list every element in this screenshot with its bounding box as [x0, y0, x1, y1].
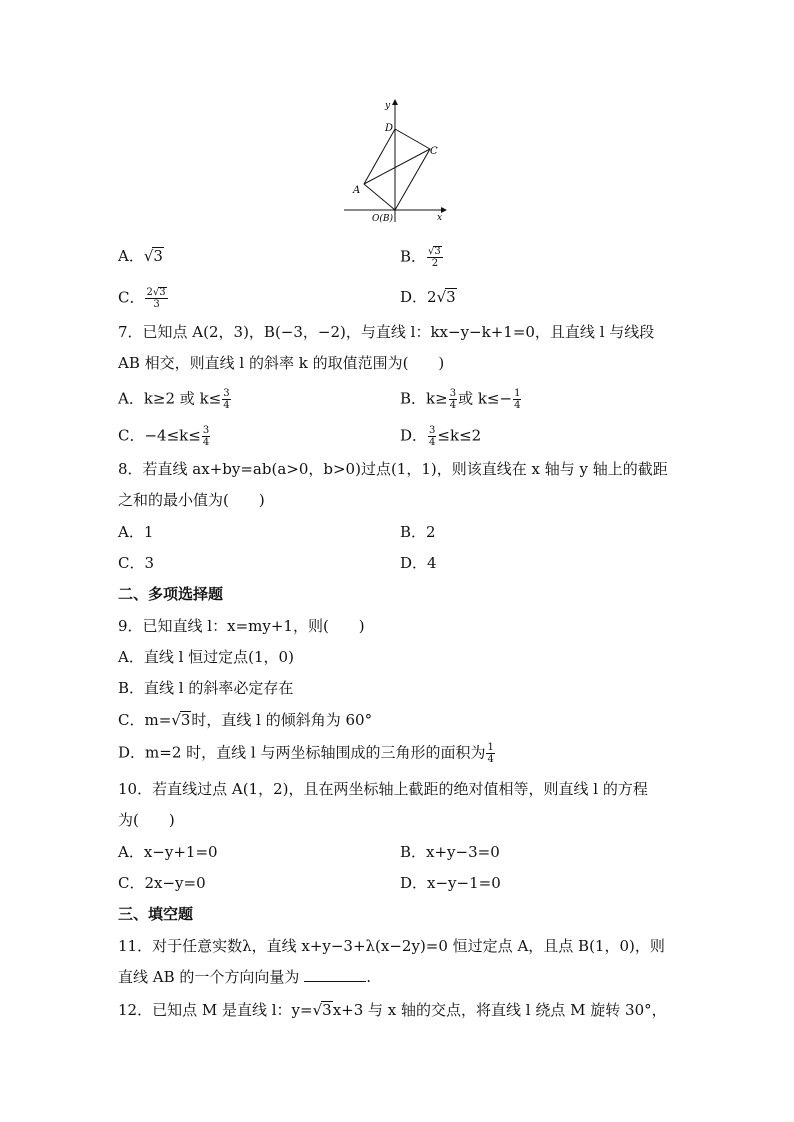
- geometry-figure: [340, 96, 450, 226]
- label-c: C: [430, 146, 438, 157]
- q8-option-c: C．3: [118, 554, 155, 572]
- q9-stem: 9．已知直线 l：x=my+1，则( ): [118, 617, 365, 635]
- q8-stem-line2: 之和的最小值为( ): [118, 491, 265, 509]
- q7-stem-line2: AB 相交，则直线 l 的斜率 k 的取值范围为( ): [118, 354, 445, 372]
- q7-option-a: A．k≥2 或 k≤ $\frac{3}{4}$: [118, 388, 230, 411]
- q8-stem-line1: 8．若直线 ax+by=ab(a>0，b>0)过点(1，1)，则该直线在 x 轴与 y 轴上的截距: [118, 460, 668, 478]
- section-heading-fill-blank: 三、填空题: [118, 905, 194, 923]
- q7-stem-line1: 7．已知点 A(2，3)，B(−3，−2)，与直线 l：kx−y−k+1=0，且直线 l 与线段: [118, 323, 655, 341]
- q6-option-a: A．√3: [118, 247, 163, 265]
- q6-option-d: D．2√3: [400, 288, 456, 306]
- q7-option-d: D． $\frac{3}{4}$ ≤k≤2: [400, 425, 482, 448]
- q11-stem-line2: 直线 AB 的一个方向向量为 .: [118, 968, 371, 986]
- q12-stem: 12．已知点 M 是直线 l：y=√3x+3 与 x 轴的交点，将直线 l 绕点 M 旋转 30°，: [118, 1001, 667, 1019]
- q7-option-b: B．k≥ $\frac{3}{4}$ 或 k≤− $\frac{1}{4}$: [400, 388, 521, 411]
- label-x: x: [437, 213, 443, 223]
- parallelogram-abcd: [364, 129, 430, 210]
- q10-option-c: C．2x−y=0: [118, 874, 206, 892]
- label-y: y: [385, 101, 391, 111]
- label-d: D: [385, 123, 394, 134]
- label-a: A: [353, 185, 361, 196]
- q11-answer-blank[interactable]: [304, 967, 366, 982]
- q8-option-b: B．2: [400, 523, 436, 541]
- q9-option-d: D．m=2 时，直线 l 与两坐标轴围成的三角形的面积为 $\frac{1}{4}$: [118, 742, 494, 765]
- q11-stem-line1: 11．对于任意实数λ，直线 x+y−3+λ(x−2y)=0 恒过定点 A，且点 B(1，0)，则: [118, 937, 665, 955]
- q10-stem-line2: 为( ): [118, 811, 175, 829]
- q10-stem-line1: 10．若直线过点 A(1，2)，且在两坐标轴上截距的绝对值相等，则直线 l 的方程: [118, 780, 648, 798]
- q10-option-d: D．x−y−1=0: [400, 874, 501, 892]
- label-o: O(B): [372, 214, 394, 224]
- q10-option-a: A．x−y+1=0: [118, 843, 218, 861]
- q9-option-b: B．直线 l 的斜率必定存在: [118, 679, 294, 697]
- section-heading-multi-choice: 二、多项选择题: [118, 585, 224, 603]
- q6-option-b: B． $\frac{√3}{2}$: [400, 246, 441, 269]
- q7-option-c: C．−4≤k≤ $\frac{3}{4}$: [118, 425, 210, 448]
- q9-option-c: C．m=√3时，直线 l 的倾斜角为 60°: [118, 711, 373, 729]
- q10-option-b: B．x+y−3=0: [400, 843, 500, 861]
- q6-option-c: C． $\frac{2√3}{3}$: [118, 287, 166, 310]
- q8-option-a: A．1: [118, 523, 154, 541]
- q8-option-d: D．4: [400, 554, 437, 572]
- q9-option-a: A．直线 l 恒过定点(1，0): [118, 648, 294, 666]
